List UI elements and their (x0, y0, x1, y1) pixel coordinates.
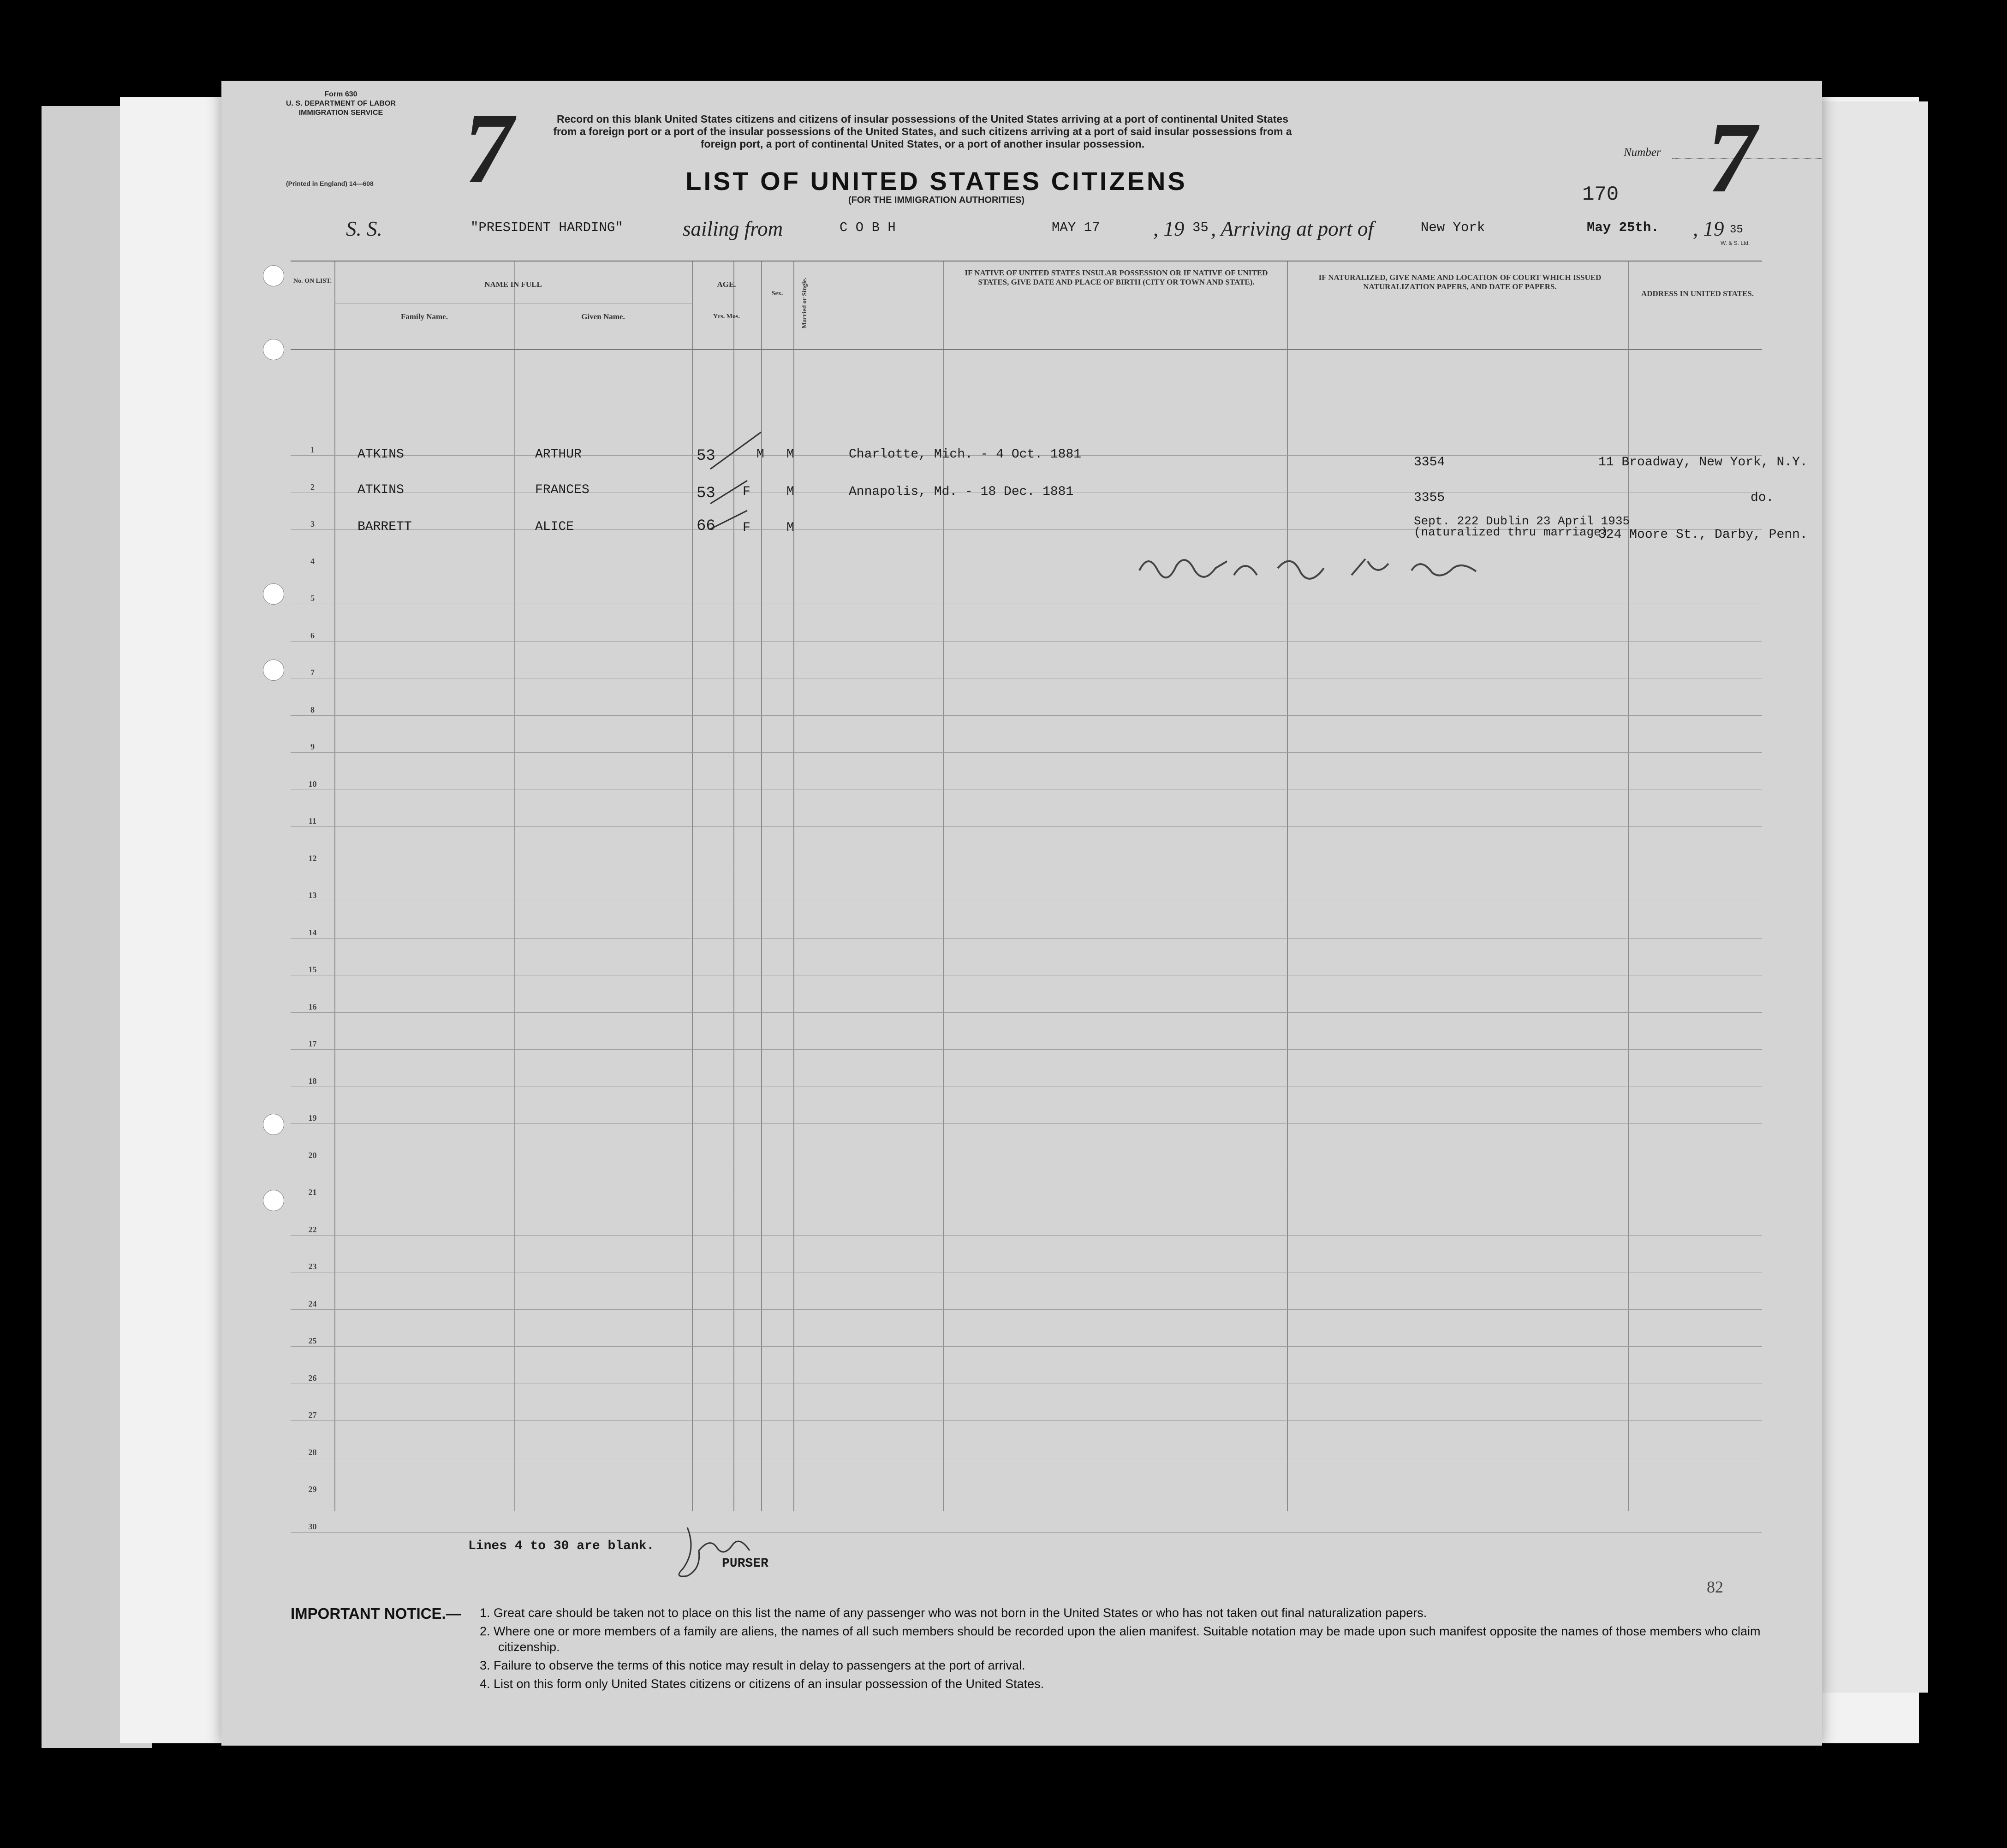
row-rule (291, 1420, 1762, 1421)
purser-label: PURSER (722, 1557, 768, 1571)
married-status: M (786, 447, 794, 462)
row-number: 26 (308, 1373, 317, 1383)
form-header (221, 81, 1822, 246)
sex: M (756, 447, 764, 462)
address: 11 Broadway, New York, N.Y. (1598, 455, 1808, 469)
family-name: ATKINS (357, 447, 404, 462)
col-divider (334, 261, 335, 1511)
notice-heading: IMPORTANT NOTICE.— (291, 1605, 461, 1622)
row-number: 28 (308, 1447, 317, 1457)
given-name: ALICE (535, 520, 574, 534)
row-rule (291, 826, 1762, 827)
row-number: 25 (308, 1336, 317, 1345)
family-name: BARRETT (357, 520, 412, 534)
row-number: 30 (308, 1521, 317, 1531)
row-number: 9 (310, 742, 315, 751)
ship-name: "PRESIDENT HARDING" (470, 220, 623, 235)
row-number: 11 (308, 816, 316, 826)
row-number: 6 (310, 630, 315, 640)
row-number: 7 (310, 668, 315, 677)
form-title: LIST OF UNITED STATES CITIZENS (685, 166, 1187, 196)
form-subtitle: (FOR THE IMMIGRATION AUTHORITIES) (848, 195, 1025, 205)
form-number: Form 630 (324, 90, 357, 98)
binder-hole (263, 1190, 284, 1211)
row-number: 14 (308, 927, 317, 937)
purser-signature (669, 1523, 761, 1583)
row-number: 20 (308, 1150, 317, 1160)
handwritten-number-right: 7 (1698, 101, 1766, 214)
col-divider (514, 261, 515, 1511)
row-number: 24 (308, 1299, 317, 1308)
row-rule (291, 1049, 1762, 1050)
col-given: Given Name. (581, 312, 625, 321)
row-rule (291, 1532, 1762, 1533)
row-number: 23 (308, 1262, 317, 1271)
arrival-year: 35 (1730, 224, 1743, 236)
age: 53 (697, 447, 715, 465)
birth-info: Charlotte, Mich. - 4 Oct. 1881 (849, 447, 1082, 462)
port-to: New York (1421, 220, 1485, 235)
binder-hole (263, 265, 284, 286)
age: 66 (697, 517, 715, 535)
col-age: AGE. (717, 280, 736, 289)
passenger-table (291, 261, 1808, 1571)
sex: F (743, 521, 750, 535)
row-number: 13 (308, 891, 317, 900)
row-rule (291, 715, 1762, 716)
naturalization-note: (naturalized thru marriage) (1414, 525, 1608, 539)
row-number: 3 (310, 519, 315, 529)
notice-item: 3. Failure to observe the terms of this notice may result in delay to passengers at the port of arrival. (480, 1658, 1025, 1672)
department: U. S. DEPARTMENT OF LABOR (286, 100, 396, 107)
naturalization-info: 3354 (1414, 455, 1445, 469)
header-rule (291, 349, 1762, 350)
year-prefix: , 19 (1153, 217, 1185, 240)
row-number: 4 (310, 556, 315, 566)
row-number: 16 (308, 1002, 317, 1011)
married-status: M (786, 521, 794, 535)
arrival-year-prefix: , 19 (1693, 217, 1724, 240)
row-number: 8 (310, 705, 315, 714)
ws-ltd: W. & S. Ltd. (1721, 240, 1750, 246)
col-family: Family Name. (401, 312, 448, 321)
naturalization-info: 3355 (1414, 491, 1445, 505)
row-rule (291, 752, 1762, 753)
address: do. (1751, 491, 1774, 505)
arriving-label: , Arriving at port of (1211, 217, 1374, 240)
col-naturalized: IF NATURALIZED, GIVE NAME AND LOCATION OF COURT WHICH ISSUED NATURALIZATION PAPERS, AND DATE OF PAPERS. (1318, 273, 1602, 291)
port-from: C O B H (840, 220, 896, 235)
row-rule (291, 1309, 1762, 1310)
row-rule (291, 1012, 1762, 1013)
sail-date: MAY 17 (1052, 220, 1100, 235)
row-rule (291, 1235, 1762, 1236)
row-number: 18 (308, 1076, 317, 1086)
printed-note: (Printed in England) 14—608 (286, 180, 374, 187)
sail-year: 35 (1192, 220, 1209, 235)
notice-item: 2. Where one or more members of a family are aliens, the names of all such members should be recorded upon the alien manifest. Suitable notation may be made upon such manifest opposite the names of those members who claim citizenship. (480, 1624, 1761, 1654)
page-number: 82 (1707, 1578, 1723, 1596)
col-sex: Sex. (771, 290, 783, 297)
row-number: 27 (308, 1410, 317, 1420)
col-divider (1287, 261, 1288, 1511)
col-birth: IF NATIVE OF UNITED STATES INSULAR POSSESSION OR IF NATIVE OF UNITED STATES, GIVE DATE AND PLACE OF BIRTH (CITY OR TOWN AND STATE). (965, 268, 1268, 286)
pencil-check-marks (697, 414, 789, 552)
row-number: 10 (308, 779, 317, 789)
row-number: 12 (308, 853, 317, 863)
row-number: 29 (308, 1485, 317, 1494)
row-rule (291, 641, 1762, 642)
row-number: 21 (308, 1188, 317, 1197)
row-number: 19 (308, 1113, 317, 1123)
col-divider (692, 261, 693, 1511)
col-address: ADDRESS IN UNITED STATES. (1641, 289, 1754, 298)
col-yrs-mos: Yrs. Mos. (713, 313, 740, 320)
col-name-in-full: NAME IN FULL (484, 280, 542, 289)
row-number: 22 (308, 1224, 317, 1234)
given-name: ARTHUR (535, 447, 582, 462)
sex: F (743, 485, 750, 499)
family-name: ATKINS (357, 483, 404, 497)
handwritten-inspector-note (1135, 543, 1485, 594)
col-no: No. ON LIST. (293, 278, 332, 285)
ss-label: S. S. (346, 217, 382, 240)
binder-hole (263, 339, 284, 360)
naturalization-info: Sept. 222 Dublin 23 April 1935 (1414, 514, 1630, 528)
notice-item: 4. List on this form only United States citizens or citizens of an insular possession of the United States. (480, 1677, 1044, 1691)
married-status: M (786, 485, 794, 499)
col-divider (1628, 261, 1629, 1511)
arrival-date: May 25th. (1587, 220, 1659, 235)
binder-hole (263, 660, 284, 681)
form-meta (286, 90, 396, 118)
row-rule (291, 938, 1762, 939)
row-rule (291, 1346, 1762, 1347)
given-name: FRANCES (535, 483, 590, 497)
address: 324 Moore St., Darby, Penn. (1598, 528, 1808, 542)
sailing-label: sailing from (683, 217, 783, 240)
notice-item: 1. Great care should be taken not to place on this list the name of any passenger who was not born in the United States or who has not taken out final naturalization papers. (480, 1606, 1427, 1620)
handwritten-number-left: 7 (455, 92, 523, 204)
row-number: 1 (310, 445, 315, 454)
service: IMMIGRATION SERVICE (298, 109, 383, 117)
instructions: Record on this blank United States citizens and citizens of insular possessions of the United States arriving at a port of continental United States from a foreign port or a port of the insular possessions of the United States, and such citizens arriving at a port of said insular possessions from a foreign port, a port of continental United States, or a port of another insular possession. (553, 113, 1292, 150)
binder-hole (263, 1114, 284, 1135)
row-number: 17 (308, 1039, 317, 1048)
row-number: 2 (310, 482, 315, 492)
birth-info: Annapolis, Md. - 18 Dec. 1881 (849, 485, 1074, 499)
binder-hole (263, 583, 284, 605)
manifest-sheet (221, 81, 1822, 1746)
col-married: Married or Single. (801, 277, 808, 329)
back-page-right-edge (1813, 101, 1928, 1693)
blank-lines-note: Lines 4 to 30 are blank. (468, 1539, 655, 1553)
row-rule (291, 1123, 1762, 1124)
row-number: 5 (310, 594, 315, 603)
number-label: Number (1624, 146, 1661, 159)
row-number: 15 (308, 965, 317, 974)
age: 53 (697, 485, 715, 502)
stamp-code: 170 (1582, 183, 1619, 206)
notice-list (480, 1605, 1790, 1694)
